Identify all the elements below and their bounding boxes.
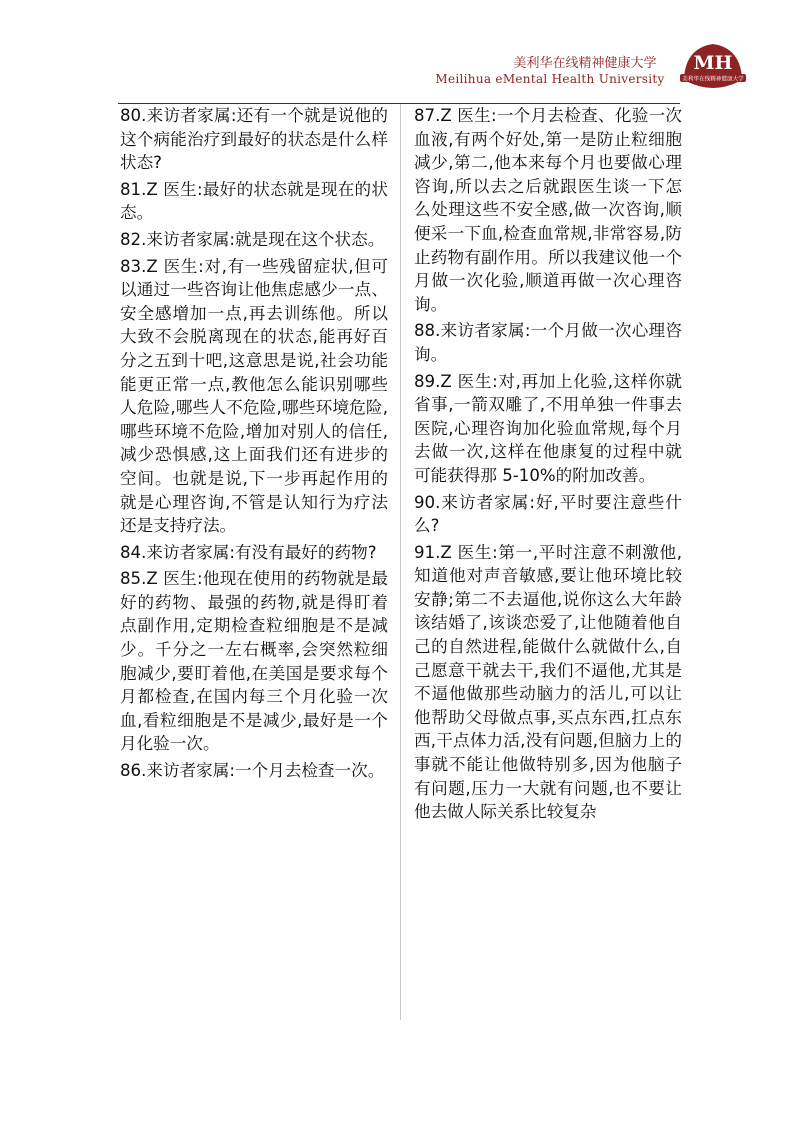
paragraph-80: 80.来访者家属:还有一个就是说他的这个病能治疗到最好的状态是什么样状态? xyxy=(120,106,388,173)
paragraph-86: 86.来访者家属:一个月去检查一次。 xyxy=(120,761,385,781)
paragraph-90: 90.来访者家属:好,平时要注意些什么? xyxy=(414,492,682,536)
logo-initials: MH xyxy=(693,52,733,74)
column-divider xyxy=(400,104,401,1020)
paragraph-88: 88.来访者家属:一个月做一次心理咨询。 xyxy=(414,321,682,364)
right-column xyxy=(414,104,682,827)
logo-caption: 美利华在线精神健康大学 xyxy=(682,76,744,83)
paragraph-83: 83.Z 医生:对,有一些残留症状,但可以通过一些咨询让他焦虑感少一点、安全感增加一点,再去训练他。所以大致不会脱离现在的状态,能再好百分之五到十吧,这意思是说,社会功能能更正常一点,教他怎么能识别哪些人危险,哪些人不危险,哪些环境危险,哪些环境不危险,增加对别人的信任,减少恐惧感,这上面我们还有进步的空间。也就是说,下一步再起作用的就是心理咨询,不管是认知行为疗法还是支持疗法。 xyxy=(120,256,388,536)
paragraph-89: 89.Z 医生:对,再加上化验,这样你就省事,一箭双雕了,不用单独一件事去医院,心理咨询加化验血常规,每个月去做一次,这样在他康复的过程中就可能获得那 5-10%的附加改善。 xyxy=(414,371,682,485)
university-logo xyxy=(678,38,748,94)
university-name-en: Meilihua eMental Health University xyxy=(435,72,665,86)
paragraph-84: 84.来访者家属:有没有最好的药物? xyxy=(120,542,377,562)
page-header xyxy=(0,0,800,100)
paragraph-91: 91.Z 医生:第一,平时注意不刺激他,知道他对声音敏感,要让他环境比较安静;第二不去逼他,说你这么大年龄该结婚了,该谈恋爱了,让他随着他自己的自然进程,能做什么就做什么,自己愿意干就去干,我们不逼他,尤其是不逼他做那些动脑力的活儿,可以让他帮助父母做点事,买点东西,扛点东西,干点体力活,没有问题,但脑力上的事就不能让他做特别多,因为他脑子有问题,压力一大就有问题,也不要让他去做人际关系比较复杂 xyxy=(414,542,682,822)
paragraph-87: 87.Z 医生:一个月去检查、化验一次血液,有两个好处,第一是防止粒细胞减少,第二,他本来每个月也要做心理咨询,所以去之后就跟医生谈一下怎么处理这些不安全感,做一次咨询,顺便采一下血,检查血常规,非常容易,防止药物有副作用。所以我建议他一个月做一次化验,顺道再做一次心理咨询。 xyxy=(414,106,682,314)
university-name-cn: 美利华在线精神健康大学 xyxy=(513,56,657,71)
paragraph-82: 82.来访者家属:就是现在这个状态。 xyxy=(120,229,385,249)
left-column xyxy=(120,104,388,786)
paragraph-81: 81.Z 医生:最好的状态就是现在的状态。 xyxy=(120,179,388,223)
paragraph-85: 85.Z 医生:他现在使用的药物就是最好的药物、最强的药物,就是得盯着点副作用,定期检查粒细胞是不是减少。千分之一左右概率,会突然粒细胞减少,要盯着他,在美国是要求每个月都检查,在国内每三个月化验一次血,看粒细胞是不是减少,最好是一个月化验一次。 xyxy=(120,569,388,754)
